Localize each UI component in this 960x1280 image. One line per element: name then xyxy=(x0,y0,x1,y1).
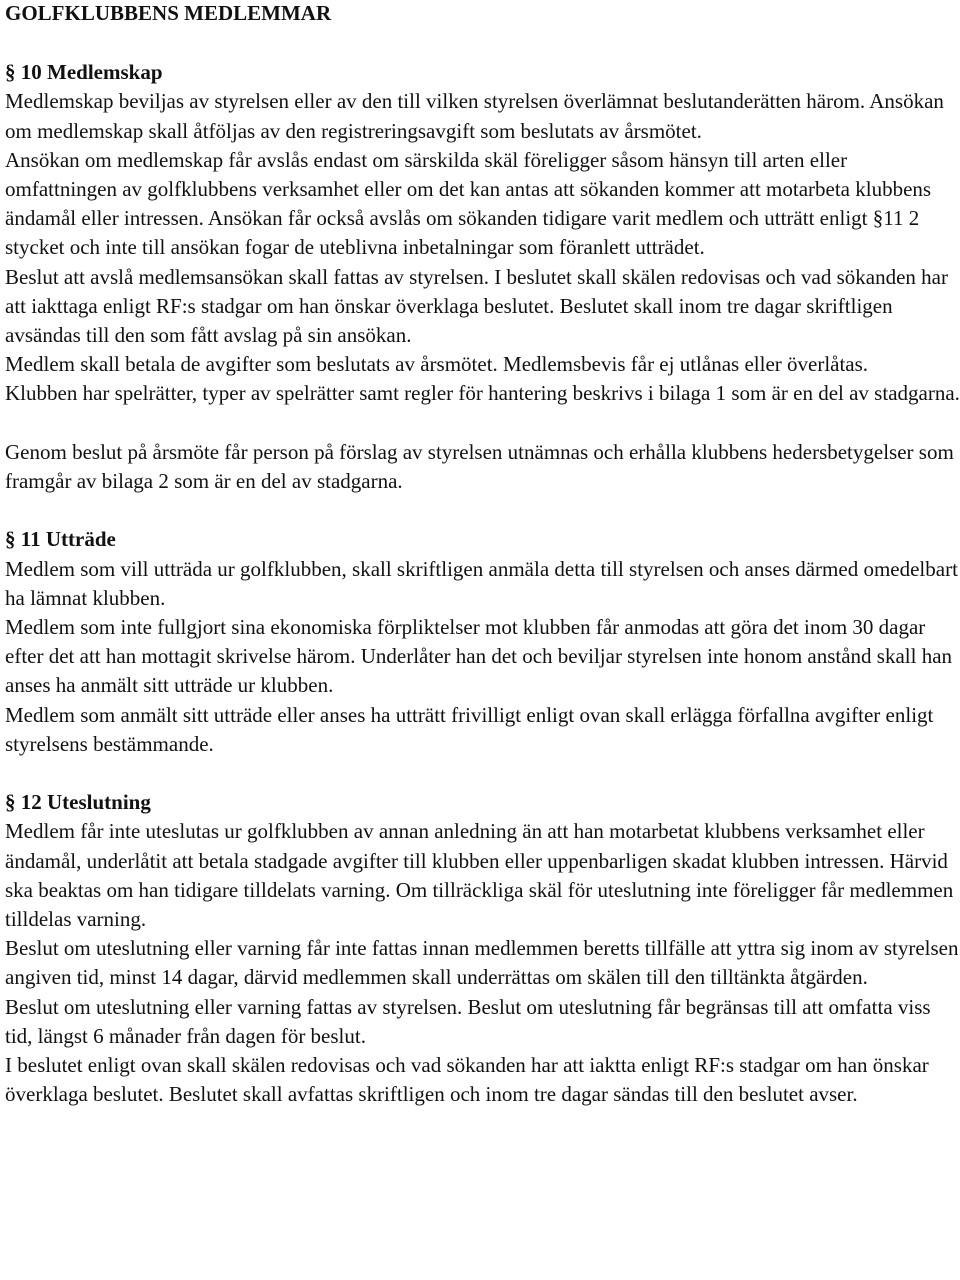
paragraph: Medlem skall betala de avgifter som beslutats av årsmötet. Medlemsbevis får ej utlånas eller överlåtas. xyxy=(5,352,869,377)
section-medlemskap xyxy=(5,58,960,496)
document-title: GOLFKLUBBENS MEDLEMMAR xyxy=(5,1,332,25)
section-heading: § 11 Utträde xyxy=(5,527,116,552)
section-uttrade xyxy=(5,525,960,759)
paragraph: Medlem som vill utträda ur golfklubben, skall skriftligen anmäla detta till styrelsen och anses därmed omedelbart ha lämnat klubben. xyxy=(5,556,958,610)
section-heading: § 12 Uteslutning xyxy=(5,790,151,815)
paragraph: Medlemskap beviljas av styrelsen eller av den till vilken styrelsen överlämnat beslutanderätten härom. Ansökan om medlemskap skall åtföljas av den registreringsavgift som beslutats av årsmötet. xyxy=(5,89,944,143)
paragraph: Beslut om uteslutning eller varning får inte fattas innan medlemmen beretts tillfälle att yttra sig inom av styrelsen angiven tid, minst 14 dagar, därvid medlemmen skall underrättas om skälen till den tilltänkta åtgärden. xyxy=(5,936,959,990)
paragraph: Medlem som anmält sitt utträde eller anses ha utträtt frivilligt enligt ovan skall erlägga förfallna avgifter enligt styrelsens bestämmande. xyxy=(5,702,934,756)
paragraph: Beslut om uteslutning eller varning fattas av styrelsen. Beslut om uteslutning får begränsas till att omfatta viss tid, längst 6 månader från dagen för beslut. xyxy=(5,994,931,1048)
spacer xyxy=(5,496,960,525)
paragraph: Genom beslut på årsmöte får person på förslag av styrelsen utnämnas och erhålla klubbens hedersbetygelser som framgår av bilaga 2 som är en del av stadgarna. xyxy=(5,439,954,494)
section-heading: § 10 Medlemskap xyxy=(5,60,163,85)
paragraph: I beslutet enligt ovan skall skälen redovisas och vad sökanden har att iaktta enligt RF:s stadgar om han önskar överklaga beslutet. Beslutet skall avfattas skriftligen och inom tre dagar sändas till den beslutet avser. xyxy=(5,1053,929,1107)
document-page xyxy=(5,0,960,1109)
spacer xyxy=(5,29,960,58)
spacer xyxy=(5,409,960,438)
paragraph: Beslut att avslå medlemsansökan skall fattas av styrelsen. I beslutet skall skälen redovisas och vad sökanden har att iakttaga enligt RF:s stadgar om han önskar överklaga beslutet. Beslutet skall inom tre dagar skriftligen avsändas till den som fått avslag på sin ansökan. xyxy=(5,264,949,348)
paragraph: Medlem som inte fullgjort sina ekonomiska förpliktelser mot klubben får anmodas att göra det inom 30 dagar efter det att han mottagit skrivelse härom. Underlåter han det och beviljar styrelsen inte honom anstånd skall han anses ha anmält sitt utträde ur klubben. xyxy=(5,615,953,698)
paragraph: Medlem får inte uteslutas ur golfklubben av annan anledning än att han motarbetat klubbens verksamhet eller ändamål, underlåtit att betala stadgade avgifter till klubben eller uppenbarligen skadat klubben intressen. Härvid ska beaktas om han tidigare tilldelats varning. Om tillräckliga skäl för uteslutning inte föreligger får medlemmen tilldelas varning. xyxy=(5,819,954,932)
spacer xyxy=(5,759,960,788)
section-uteslutning xyxy=(5,788,960,1109)
paragraph: Ansökan om medlemskap får avslås endast om särskilda skäl föreligger såsom hänsyn till arten eller omfattningen av golfklubbens verksamhet eller om det kan antas att sökanden kommer att motarbeta klubbens ändamål eller intressen. Ansökan får också avslås om sökanden tidigare varit medlem och utträtt enligt §11 2 stycket och inte till ansökan fogar de uteblivna inbetalningar som föranlett utträdet. xyxy=(5,147,932,260)
paragraph: Klubben har spelrätter, typer av spelrätter samt regler för hantering beskrivs i bilaga 1 som är en del av stadgarna. xyxy=(5,381,960,406)
